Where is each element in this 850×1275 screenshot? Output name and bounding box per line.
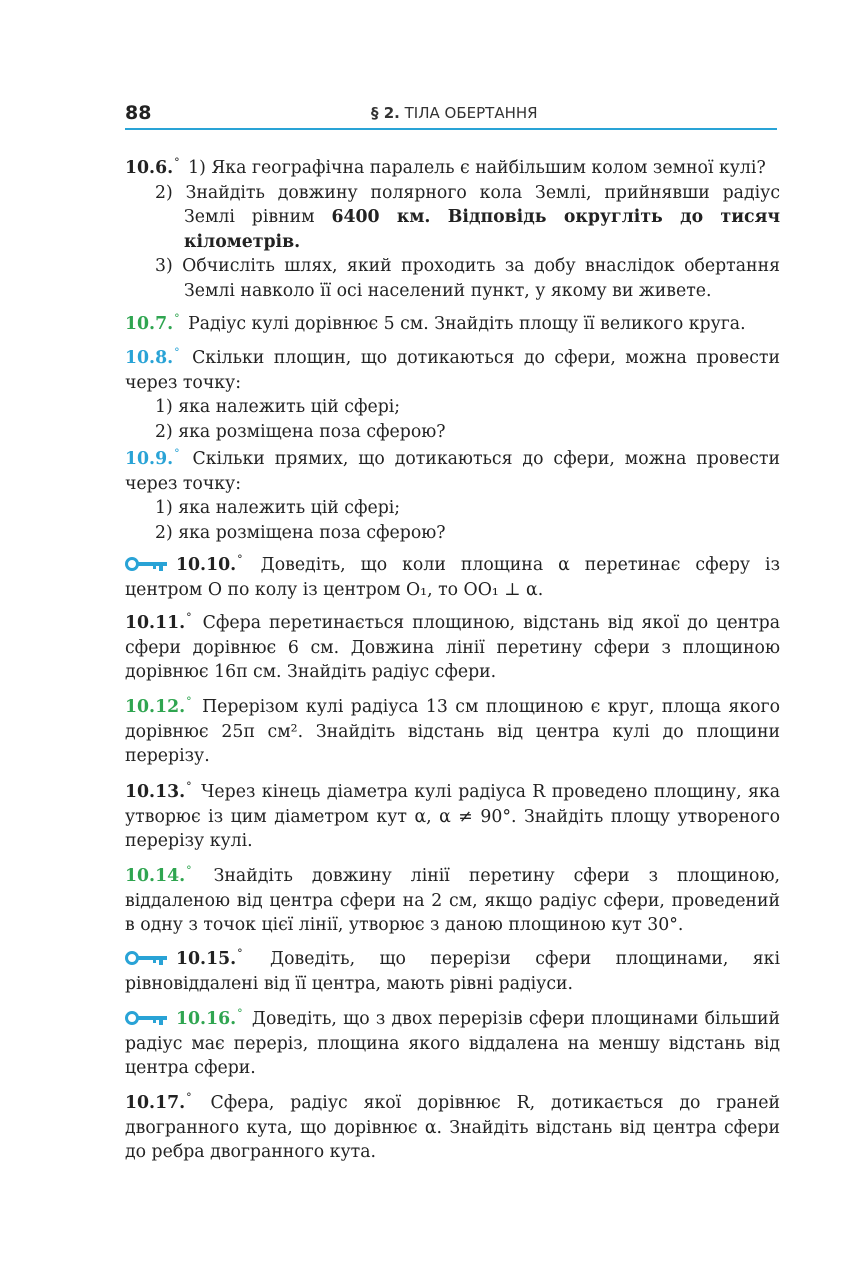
- degree-mark: °: [186, 611, 192, 624]
- problem-number: 10.12.: [125, 697, 186, 717]
- problem-number: 10.7.: [125, 314, 174, 334]
- problem-text: Доведіть, що перерізи сфери площинами, які рівновіддалені від її центра, мають рівні радіуси.: [125, 949, 781, 994]
- degree-mark: °: [237, 553, 243, 566]
- problem-subitem: 1) яка належить цій сфері;: [155, 397, 401, 417]
- problem-number: 10.13.: [125, 782, 186, 802]
- problem-10-17: [125, 1086, 780, 1165]
- degree-mark: °: [174, 156, 180, 169]
- problem-number: 10.14.: [125, 866, 186, 886]
- key-icon: [125, 1010, 169, 1026]
- problem-subitem-text: 2) Знайдіть довжину полярного кола Землі, прийнявши радіус Землі рівним: [155, 182, 780, 227]
- degree-mark: °: [174, 346, 180, 359]
- problem-subitem: 2) яка розміщена поза сферою?: [155, 421, 446, 442]
- problem-number: 10.15.: [176, 949, 237, 969]
- problem-number: 10.16.: [176, 1009, 237, 1029]
- key-icon: [125, 556, 169, 572]
- problem-number: 10.9.: [125, 449, 174, 469]
- problem-subitem-bold: 6400 км. Відповідь округліть до тисяч кілометрів.: [184, 207, 780, 252]
- problem-subitem: 3) Обчисліть шлях, який проходить за добу внаслідок обертання Землі навколо її осі населений пункт, у якому ви живете.: [155, 256, 780, 301]
- problem-number: 10.10.: [176, 555, 237, 575]
- degree-mark: °: [237, 947, 243, 960]
- section-title: [371, 104, 538, 122]
- problem-number: 10.11.: [125, 613, 186, 633]
- degree-mark: °: [237, 1007, 243, 1020]
- problem-10-16: [125, 1002, 780, 1081]
- problem-10-13: [125, 775, 780, 854]
- degree-mark: °: [174, 447, 180, 460]
- problem-10-11: [125, 606, 780, 685]
- problem-text: Доведіть, що коли площина α перетинає сферу із центром O по колу із центром O₁, то OO₁ ⊥ α.: [125, 555, 780, 600]
- degree-mark: °: [186, 780, 192, 793]
- problem-10-9: [125, 442, 780, 545]
- problem-subitem: [155, 181, 780, 255]
- section-number: § 2.: [371, 104, 400, 122]
- problem-10-12: [125, 690, 780, 769]
- degree-mark: °: [186, 864, 192, 877]
- problem-10-8: [125, 341, 780, 444]
- problem-text: Перерізом кулі радіуса 13 см площиною є круг, площа якого дорівнює 25π см². Знайдіть відстань від центра кулі до площини перерізу.: [125, 697, 780, 766]
- problem-10-10: [125, 548, 780, 602]
- problem-10-7: [125, 307, 780, 337]
- problem-text: Скільки прямих, що дотикаються до сфери, можна провести через точку:: [125, 449, 780, 494]
- section-name: ТІЛА ОБЕРТАННЯ: [404, 104, 538, 122]
- key-icon: [125, 950, 169, 966]
- page-number: 88: [125, 102, 152, 124]
- problem-10-14: [125, 859, 780, 938]
- problem-10-6: [125, 151, 780, 303]
- problem-10-15: [125, 942, 780, 996]
- problem-number: 10.6.: [125, 158, 174, 178]
- problem-text: Радіус кулі дорівнює 5 см. Знайдіть площу її великого круга.: [188, 314, 746, 334]
- problem-text: Сфера перетинається площиною, відстань від якої до центра сфери дорівнює 6 см. Довжина лінії перетину сфери з площиною дорівнює 16π см. Знайдіть радіус сфери.: [125, 613, 781, 682]
- degree-mark: °: [174, 312, 180, 325]
- problem-text: Через кінець діаметра кулі радіуса R проведено площину, яка утворює із цим діаметром кут α, α ≠ 90°. Знайдіть площу утвореного перерізу кулі.: [125, 782, 780, 851]
- problem-subitem: 1) яка належить цій сфері;: [155, 498, 401, 518]
- problem-text: Скільки площин, що дотикаються до сфери, можна провести через точку:: [125, 348, 781, 393]
- problem-text: Доведіть, що з двох перерізів сфери площинами більший радіус має переріз, площина якого віддалена на меншу відстань від центра сфери.: [125, 1009, 780, 1078]
- problem-text: Сфера, радіус якої дорівнює R, дотикається до граней двогранного кута, що дорівнює α. Знайдіть відстань від центра сфери до ребра двогранного кута.: [125, 1093, 780, 1162]
- page-header: [125, 100, 777, 130]
- problem-number: 10.17.: [125, 1093, 186, 1113]
- degree-mark: °: [186, 695, 192, 708]
- problem-number: 10.8.: [125, 348, 174, 368]
- problem-subitem: 2) яка розміщена поза сферою?: [155, 522, 446, 543]
- problem-text: Знайдіть довжину лінії перетину сфери з площиною, віддаленою від центра сфери на 2 см, якщо радіус сфери, проведений в одну з точок цієї лінії, утворює з даною площиною кут 30°.: [125, 866, 780, 935]
- degree-mark: °: [186, 1091, 192, 1104]
- problem-text-line: 1) Яка географічна паралель є найбільшим колом земної кулі?: [188, 158, 766, 178]
